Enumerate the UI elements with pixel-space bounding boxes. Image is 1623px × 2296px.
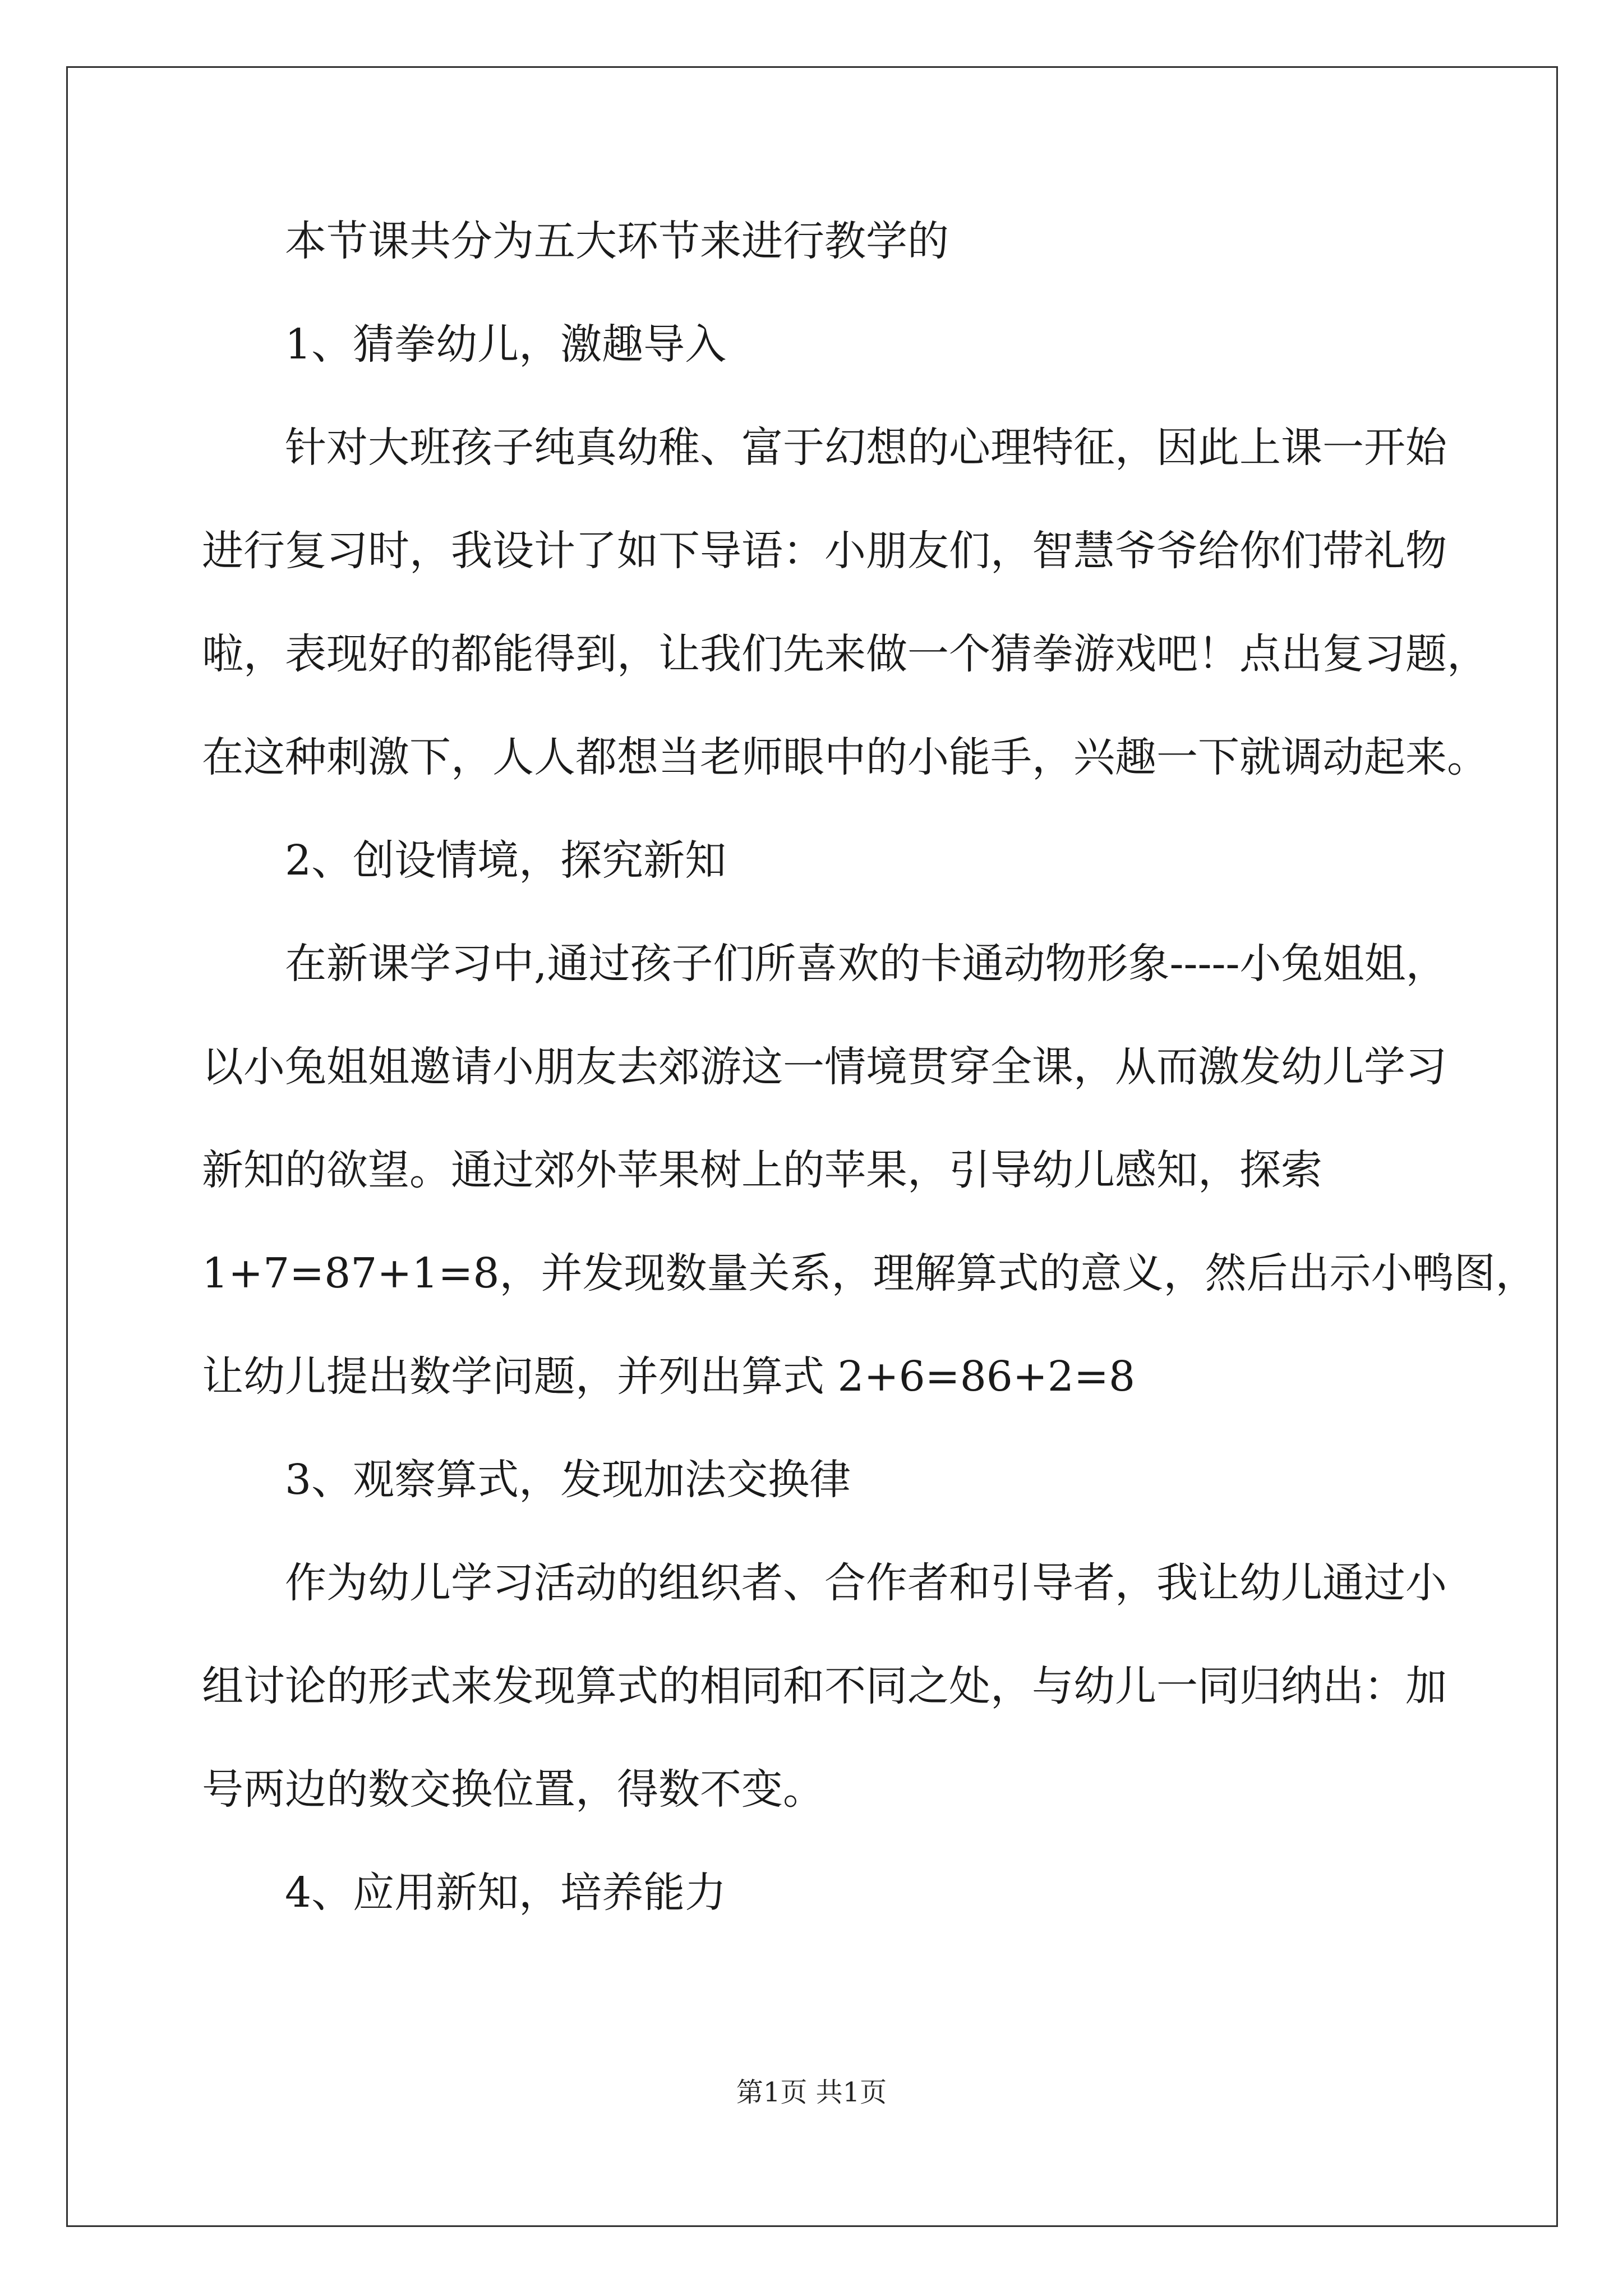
- paragraph-1-line-1: 针对大班孩子纯真幼稚、富于幻想的心理特征，因此上课一开始: [285, 424, 1447, 472]
- paragraph-1-line-4: 在这种刺激下，人人都想当老师眼中的小能手，兴趣一下就调动起来。: [202, 733, 1488, 781]
- paragraph-3-line-2: 组讨论的形式来发现算式的相同和不同之处，与幼儿一同归纳出：加: [202, 1662, 1447, 1710]
- intro-line: 本节课共分为五大环节来进行教学的: [285, 217, 949, 265]
- paragraph-2-line-1: 在新课学习中,通过孩子们所喜欢的卡通动物形象-----小兔姐姐，: [285, 940, 1447, 988]
- paragraph-2-line-4: 1+7=87+1=8，并发现数量关系，理解算式的意义，然后出示小鸭图，: [202, 1249, 1537, 1297]
- section-heading-1: 1、猜拳幼儿，激趣导入: [285, 320, 727, 369]
- section-heading-3: 3、观察算式，发现加法交换律: [285, 1456, 851, 1504]
- paragraph-3-line-3: 号两边的数交换位置，得数不变。: [202, 1765, 824, 1814]
- paragraph-2-line-3: 新知的欲望。通过郊外苹果树上的苹果，引导幼儿感知，探索: [202, 1146, 1322, 1194]
- paragraph-1-line-3: 啦，表现好的都能得到，让我们先来做一个猜拳游戏吧！点出复习题，: [202, 630, 1488, 678]
- paragraph-1-line-2: 进行复习时，我设计了如下导语：小朋友们，智慧爷爷给你们带礼物: [202, 527, 1447, 575]
- page-number-footer: 第1页 共1页: [736, 2077, 887, 2108]
- paragraph-3-line-1: 作为幼儿学习活动的组织者、合作者和引导者，我让幼儿通过小: [285, 1559, 1447, 1607]
- paragraph-2-line-5: 让幼儿提出数学问题，并列出算式 2+6=86+2=8: [202, 1352, 1136, 1401]
- paragraph-2-line-2: 以小兔姐姐邀请小朋友去郊游这一情境贯穿全课，从而激发幼儿学习: [202, 1043, 1447, 1091]
- section-heading-2: 2、创设情境，探究新知: [285, 836, 727, 885]
- document-body: [202, 213, 1537, 1968]
- section-heading-4: 4、应用新知，培养能力: [285, 1869, 727, 1917]
